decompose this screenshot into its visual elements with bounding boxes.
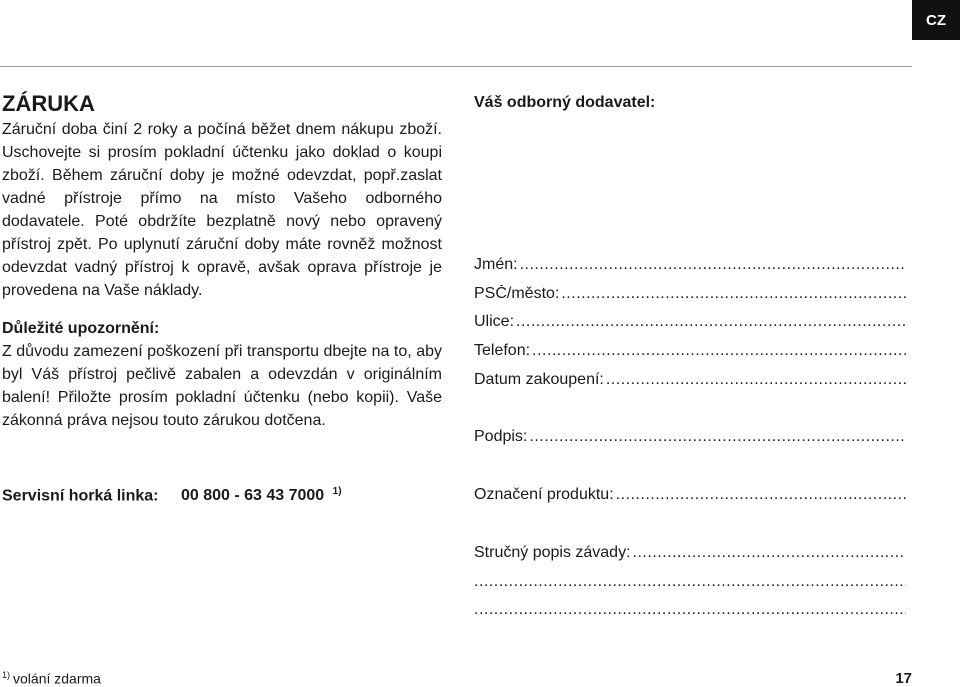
notice-text: Z důvodu zamezení poškození při transportu dbejte na to, aby byl Váš přístroj pečlivě zabalen a odevzdán v originálním balení! Přiložte prosím pokladní účtenku (nebo kopii). Vaše zákonná práva nejsou touto zárukou dotčena. [2,343,442,429]
product-field[interactable] [474,486,906,504]
notice-title: Důležité upozornění: [2,320,160,337]
name-field-label: Jmén: [474,256,518,273]
footnote [2,670,101,687]
defect-line-2[interactable] [474,573,906,591]
warranty-paragraph: Záruční doba činí 2 roky a počíná běžet dnem nákupu zboží. Uschovejte si prosím pokladní účtenku jako doklad o koupi zboží. Během záruční doby je možné odevzdat, popř.zaslat vadné přístroje přímo na místo Vašeho odborného dodavatele. Poté obdržíte bezplatně nový nebo opravený přístroj zpět. Po uplynutí záruční doby máte rovněž možnost odevzdat vadný přístroj k opravě, avšak oprava přístroje je provedena na Vaše náklady. [2,121,442,299]
header-rule [0,66,912,67]
street-field[interactable] [474,313,906,331]
signature-field[interactable] [474,428,906,446]
page-number: 17 [895,670,912,687]
defect-field[interactable] [474,544,906,562]
service-hotline [2,486,342,505]
street-field-label: Ulice: [474,313,515,330]
warranty-section [2,90,442,432]
zip-city-field[interactable] [474,285,906,303]
warranty-title: ZÁRUKA [2,91,95,116]
hotline-label: Servisní horká linka: [2,487,159,505]
purchase-date-field[interactable] [474,371,906,389]
hotline-number: 00 800 - 63 43 7000 [180,487,325,505]
defect-line-3[interactable] [474,601,906,619]
dealer-section [474,94,906,112]
footnote-text: volání zdarma [13,670,101,687]
phone-field[interactable] [474,342,906,360]
defect-field-label: Stručný popis závady: [474,544,631,561]
footnote-mark: 1) [2,670,11,680]
dealer-title: Váš odborný dodavatel: [474,94,656,111]
product-field-label: Označení produktu: [474,486,614,503]
language-badge: CZ [912,0,960,40]
zip-city-field-label: PSČ/město: [474,285,560,302]
hotline-footnote-mark: 1) [332,486,342,497]
phone-field-label: Telefon: [474,342,531,359]
signature-field-label: Podpis: [474,428,528,445]
purchase-date-field-label: Datum zakoupení: [474,371,604,388]
name-field[interactable] [474,256,906,274]
